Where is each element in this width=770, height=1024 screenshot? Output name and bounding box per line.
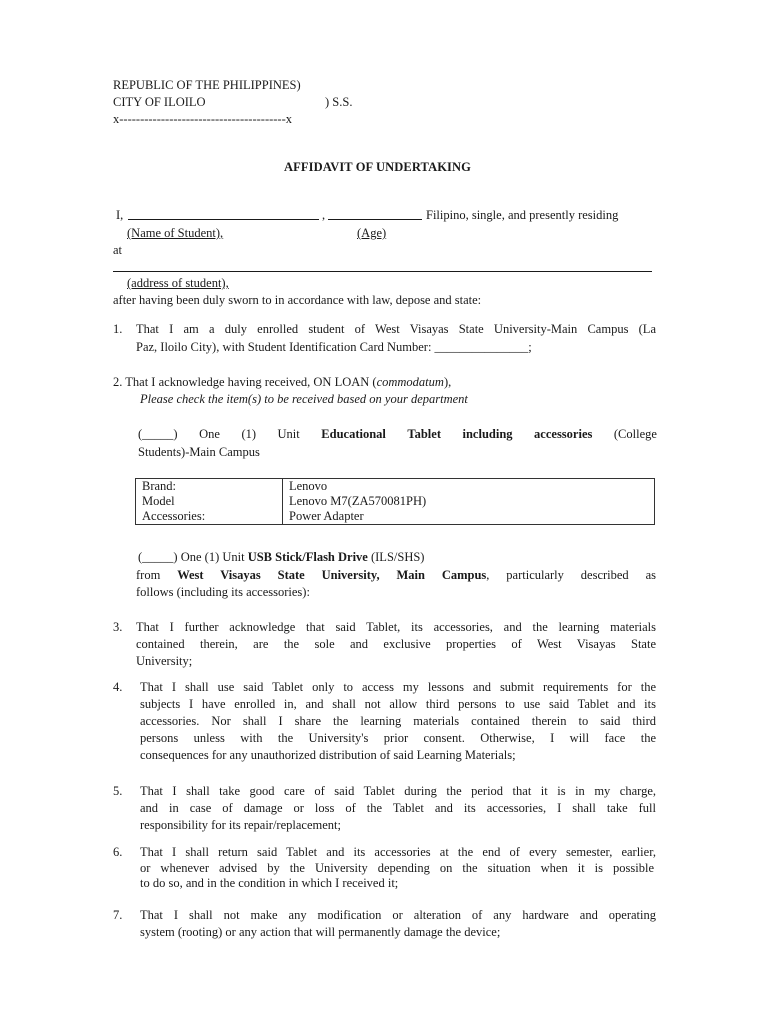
tablet-option-line2: Students)-Main Campus [138, 445, 260, 459]
item7-line1: That I shall not make any modification or alteration of any hardware and operating [140, 908, 656, 922]
item1-line2: Paz, Iloilo City), with Student Identification Card Number: _______________; [136, 340, 532, 354]
item7-line2: system (rooting) or any action that will permanently damage the device; [140, 925, 501, 939]
item4-number: 4. [113, 680, 123, 694]
spec-key: Model [136, 494, 283, 509]
item4-line2: subjects I have enrolled in, and shall not allow third persons to use said Tablet and its [140, 697, 656, 711]
tablet-checkbox[interactable]: (_____) [138, 427, 178, 441]
spec-key: Accessories: [136, 509, 283, 525]
item5-line1: That I shall take good care of said Tablet during the period that it is in my charge, [140, 784, 656, 798]
usb-option-line1: (_____) One (1) Unit USB Stick/Flash Drive (ILS/SHS) [138, 550, 425, 564]
item4-line4: persons unless with the University's prior consent. Otherwise, I will face the [140, 731, 656, 745]
caption-city: CITY OF ILOILO [113, 95, 206, 109]
item2-instruction: Please check the item(s) to be received based on your department [140, 392, 468, 406]
table-row [136, 479, 655, 495]
intro-comma: , [322, 208, 326, 222]
item6-line3: to do so, and in the condition in which I received it; [140, 876, 399, 890]
item4-line5: consequences for any unauthorized distribution of said Learning Materials; [140, 748, 516, 762]
sworn-statement: after having been duly sworn to in accordance with law, depose and state: [113, 293, 482, 307]
usb-option-line2: from West Visayas State University, Main Campus, particularly described as [136, 568, 656, 582]
spec-value: Lenovo [283, 479, 655, 495]
item6-line2: or whenever advised by the University depending on the situation when it is possible [140, 861, 654, 875]
caption-ss: ) S.S. [325, 95, 353, 109]
document-title: AFFIDAVIT OF UNDERTAKING [284, 160, 471, 174]
name-caption: (Name of Student), [127, 226, 224, 240]
caption-separator: x----------------------------------------x [113, 112, 293, 126]
intro-at: at [113, 243, 123, 257]
intro-rest: Filipino, single, and presently residing [426, 208, 619, 222]
item3-number: 3. [113, 620, 123, 634]
age-blank[interactable] [328, 208, 422, 220]
intro-lead: I, [116, 208, 124, 222]
spec-value: Lenovo M7(ZA570081PH) [283, 494, 655, 509]
item4-line3: accessories. Nor shall I share the learning materials contained therein to said third [140, 714, 656, 728]
item1-line1: That I am a duly enrolled student of West Visayas State University-Main Campus (La [136, 322, 656, 336]
item5-line3: responsibility for its repair/replacement; [140, 818, 341, 832]
item7-number: 7. [113, 908, 123, 922]
item5-number: 5. [113, 784, 123, 798]
tablet-option-line1: (_____) One (1) Unit Educational Tablet including accessories (College [138, 427, 657, 441]
spec-value: Power Adapter [283, 509, 655, 525]
caption-republic: REPUBLIC OF THE PHILIPPINES) [113, 78, 301, 92]
item3-line1: That I further acknowledge that said Tablet, its accessories, and the learning materials [136, 620, 656, 634]
item5-line2: and in case of damage or loss of the Tablet and its accessories, I shall take full [140, 801, 656, 815]
tablet-specs-table [135, 478, 655, 525]
address-blank-line[interactable] [113, 271, 652, 272]
item4-line1: That I shall use said Tablet only to access my lessons and submit requirements for the [140, 680, 656, 694]
item1-number: 1. [113, 322, 123, 336]
spec-key: Brand: [136, 479, 283, 495]
table-row [136, 509, 655, 525]
item6-number: 6. [113, 845, 123, 859]
table-row [136, 494, 655, 509]
address-caption: (address of student), [127, 276, 229, 290]
usb-checkbox[interactable]: (_____) One (1) Unit [138, 550, 248, 564]
student-name-blank[interactable] [128, 208, 319, 220]
item3-line3: University; [136, 654, 193, 668]
item2-text: 2. That I acknowledge having received, ON LOAN (commodatum), [113, 375, 452, 389]
item6-line1: That I shall return said Tablet and its accessories at the end of every semester, earlier, [140, 845, 656, 859]
age-caption: (Age) [357, 226, 387, 240]
usb-option-line3: follows (including its accessories): [136, 585, 310, 599]
item3-line2: contained therein, are the sole and exclusive properties of West Visayas State [136, 637, 656, 651]
